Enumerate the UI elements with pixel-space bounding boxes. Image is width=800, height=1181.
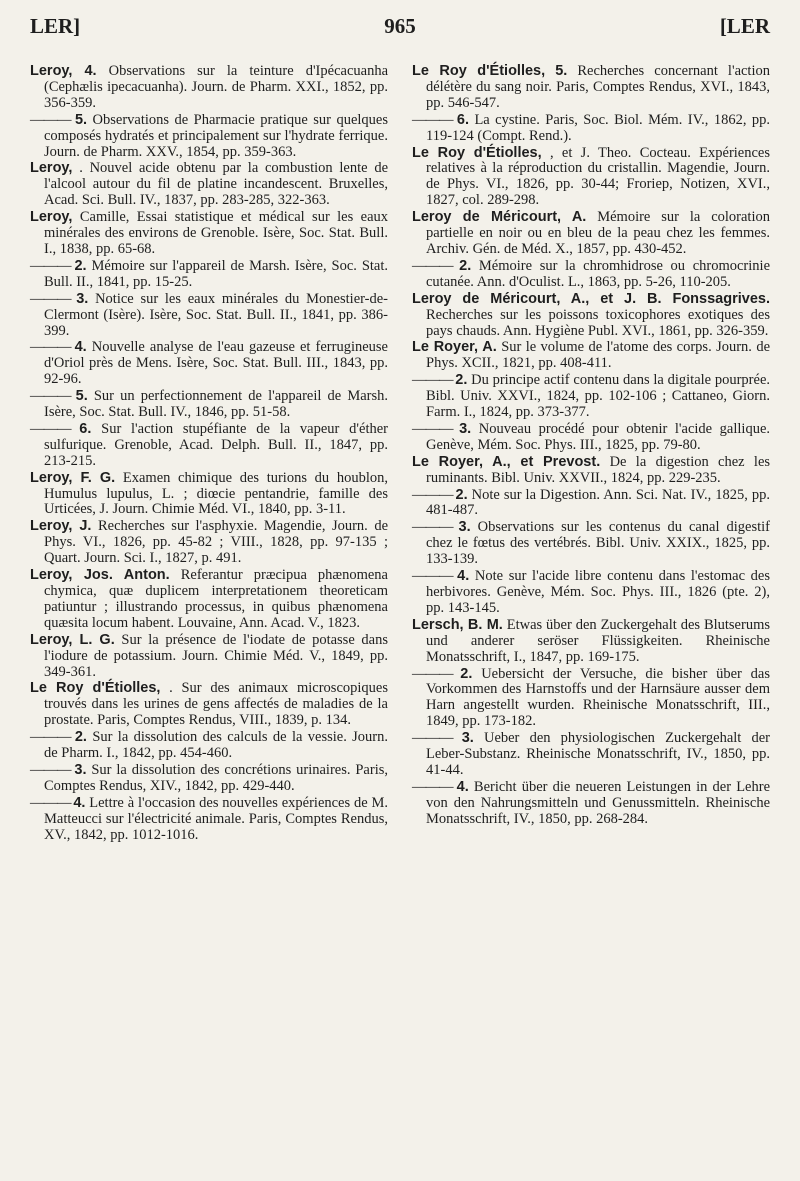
bibliography-entry [30,633,388,681]
entry-text: Nouvelle analyse de l'eau gazeuse et ferrugineuse d'Oriol près de Mens. Isère, Soc. Stat. Bull. III., 1843, pp. 92-96. [44,339,388,388]
ditto-dash: ——— [30,339,75,356]
entry-number: 4. [73,794,86,811]
bibliography-entry [412,340,770,372]
ditto-dash: ——— [30,420,80,437]
bibliography-entry [30,64,388,112]
entry-author: Leroy de Méricourt, A., et J. B. Fonssagrives. [412,290,770,307]
entry-author: Leroy, J. [30,518,92,535]
entry-author: Lersch, B. M. [412,616,503,633]
entry-number: 5. [74,111,88,128]
entry-text: Du principe actif contenu dans la digitale pourprée. Bibl. Univ. XXVI., 1824, pp. 102-106 ; Cattaneo, Giorn. Farm. I., 1824, pp. 373-377. [426,372,771,421]
entry-text: , et J. Theo. Cocteau. Expériences relatives à la réproduction du cristallin. Magendie, Journ. de Phys. VI., 1826, pp. 30-44; Froriep, Notizen, XVI., 1827, col. 289-298. [426,144,771,209]
bibliography-entry [30,519,388,567]
entry-number: 3. [459,420,472,437]
bibliography-entry [412,292,770,340]
header-right-guide-word: [LER [719,14,770,38]
entry-text: Notice sur les eaux minérales du Monestier-de-Clermont (Isère). Isère, Soc. Stat. Bull. II., 1841, pp. 386-399. [44,290,389,339]
entry-text: Observations de Pharmacie pratique sur quelques composés hydratés et principalement sur l'hydrate ferrique. Journ. de Pharm. XXV., 1854, pp. 359-363. [44,111,389,160]
entry-text: Etwas über den Zuckergehalt des Blutserums und anderer seröser Flüssigkeiten. Rheinische Monatsschrift, I., 1847, pp. 169-175. [426,616,770,665]
entry-number: 2. [74,729,87,746]
ditto-dash: ——— [412,519,459,536]
entry-number: 6. [456,111,470,128]
ditto-dash: ——— [30,290,77,307]
entry-text: Recherches concernant l'action délétère du sang noir. Paris, Comptes Rendus, XVI., 1843, pp. 546-547. [426,63,770,111]
entry-text: Lettre à l'occasion des nouvelles expériences de M. Matteucci sur l'électricité animale. Paris, Comptes Rendus, XV., 1842, pp. 1012-1016. [44,794,388,843]
ditto-dash: ——— [30,761,75,778]
bibliography-entry [412,146,770,210]
ditto-dash: ——— [30,257,75,274]
entry-text: . Sur des animaux microscopiques trouvés dans les urines de gens affectés de maladies de la prostate. Paris, Comptes Rendus, VIII., 1839, p. 134. [44,680,388,729]
entry-text: Camille, Essai statistique et médical sur les eaux minérales des environs de Grenoble. Isère, Soc. Stat. Bull. I., 1838, pp. 65-68. [44,209,389,257]
ditto-dash: ——— [412,257,460,274]
bibliography-entry [30,161,388,209]
bibliography-entry [412,422,770,454]
ditto-dash: ——— [412,568,458,585]
entry-number: 2. [74,257,87,274]
entry-number: 2. [460,665,473,682]
page-header [30,14,770,44]
entry-author: Leroy, [30,63,73,79]
bibliography-entry [30,422,388,470]
bibliography-entry [412,731,770,779]
entry-author: Leroy, Jos. Anton. [30,567,170,584]
entry-text: Nouveau procédé pour obtenir l'acide gallique. Genève, Mém. Soc. Phys. III., 1825, pp. 79-80. [426,420,771,453]
entry-text: Mémoire sur l'appareil de Marsh. Isère, Soc. Stat. Bull. II., 1841, pp. 15-25. [44,257,389,290]
bibliography-entry [30,730,388,762]
entry-number: 3. [458,519,471,536]
bibliography-entry [412,780,770,828]
bibliography-entry [412,455,770,487]
entry-number: 6. [79,420,92,437]
entry-text: Observations sur les contenus du canal digestif chez le fœtus des vertébrés. Bibl. Univ. XXIX., 1825, pp. 133-139. [426,519,771,568]
entry-text: . Nouvel acide obtenu par la combustion lente de l'alcool autour du fil de platine incandescent. Bruxelles, Acad. Sci. Bull. IV., 1837, pp. 283-285, 322-363. [44,160,389,209]
bibliography-entry [412,259,770,291]
entry-text: Observations sur la teinture d'Ipécacuanha (Cephælis ipecacuanha). Journ. de Pharm. XXI., 1852, pp. 356-359. [44,63,389,111]
entry-author: Le Roy d'Étiolles, [30,680,161,697]
page-number: 965 [384,14,416,38]
header-left-guide-word: LER] [30,14,81,38]
entry-number: 3. [74,761,87,778]
entry-author: Le Roy d'Étiolles, [412,144,542,161]
entry-number: 4. [457,568,470,585]
entry-number: 3. [76,290,89,307]
entry-text: Examen chimique des turions du houblon, Humulus lupulus, L. ; diœcie pentandrie, famille des Urticées, J. Journ. Chimie Méd. VI., 1840, pp. 3-11. [44,469,388,518]
bibliography-entry [30,796,388,844]
ditto-dash: ——— [30,729,75,746]
entry-text: Sur un perfectionnement de l'appareil de Marsh. Isère, Soc. Stat. Bull. IV., 1846, pp. 51-58. [44,388,389,421]
ditto-dash: ——— [412,778,457,795]
left-column [30,64,388,845]
entry-author: Leroy, L. G. [30,631,115,648]
entry-text: De la digestion chez les ruminants. Bibl. Univ. XXVII., 1824, pp. 229-235. [426,453,771,486]
bibliography-entry [412,520,770,568]
bibliography-entry [30,763,388,795]
ditto-dash: ——— [30,388,76,405]
entry-number: 2. [455,486,468,503]
entry-author: Leroy, [30,160,73,177]
bibliography-entry [30,210,388,258]
entry-text: Sur le volume de l'atome des corps. Journ. de Phys. XCII., 1821, pp. 408-411. [426,339,771,372]
bibliography-entry [30,292,388,340]
ditto-dash: ——— [30,111,75,128]
bibliography-entry [412,618,770,666]
entry-text: Note sur l'acide libre contenu dans l'estomac des herbivores. Genève, Mém. Soc. Phys. III., 1826 (pte. 2), pp. 143-145. [426,568,770,616]
ditto-dash: ——— [412,372,456,389]
entry-author: Leroy, F. G. [30,469,116,486]
entry-text: Sur la dissolution des calculs de la vessie. Journ. de Pharm. I., 1842, pp. 454-460. [44,729,389,762]
entry-number: 2. [459,257,472,274]
entry-text: Sur l'action stupéfiante de la vapeur d'éther sulfurique. Grenoble, Acad. Delph. Bull. II., 1847, pp. 213-215. [44,420,388,469]
entry-text: Bericht über die neueren Leistungen in der Lehre von den Nahrungsmitteln und Genussmitteln. Rheinische Monatsschrift, IV., 1850, pp. 268-284. [426,778,771,827]
bibliography-entry [30,340,388,388]
bibliography-entry [30,389,388,421]
bibliography-entry [412,373,770,421]
entry-text: La cystine. Paris, Soc. Biol. Mém. IV., 1862, pp. 119-124 (Compt. Rend.). [426,111,771,144]
ditto-dash: ——— [412,420,460,437]
bibliography-entry [30,568,388,632]
entry-number: 5. [75,388,88,405]
entry-author: Leroy de Méricourt, A. [412,209,587,226]
entry-author: Le Royer, A. [412,339,497,356]
entry-number: 4. [84,63,97,79]
entry-number: 3. [461,730,474,747]
bibliography-entry [412,113,770,145]
entry-author: Le Royer, A., et Prevost. [412,453,601,470]
entry-text: Mémoire sur la coloration partielle en noir ou en bleu de la peau chez les femmes. Archiv. Gén. de Méd. X., 1857, pp. 430-452. [426,209,770,257]
bibliography-entry [412,488,770,520]
entry-text: Sur la dissolution des concrétions urinaires. Paris, Comptes Rendus, XIV., 1842, pp. 429-440. [44,761,388,794]
bibliography-entry [30,259,388,291]
bibliography-entry [30,681,388,729]
entry-text: Mémoire sur la chromhidrose ou chromocrinie cutanée. Ann. d'Oculist. L., 1863, pp. 5-26, 110-205. [426,257,771,290]
entry-author: Leroy, [30,209,73,226]
right-column [412,64,770,829]
ditto-dash: ——— [30,794,74,811]
bibliography-entry [412,64,770,112]
bibliography-entry [30,113,388,161]
entry-number: 4. [74,339,87,356]
entry-text: Uebersicht der Versuche, die bisher über das Vorkommen des Harnstoffs und der Harnsäure ausser dem Harn angestellt wurden. Rheinische Monatsschrift, III., 1849, pp. 173-182. [426,665,771,730]
ditto-dash: ——— [412,665,461,682]
bibliography-entry [412,210,770,258]
entry-number: 4. [456,778,469,795]
bibliography-entry [30,471,388,519]
entry-text: Ueber den physiologischen Zuckergehalt der Leber-Substanz. Rheinische Monatsschrift, IV., 1850, pp. 41-44. [426,730,771,778]
entry-text: Referantur præcipua phænomena chymica, quæ duplicem interpretationem theoreticam patiuntur ; illustrando processus, in quibus phænomena quæsita locum habent. Louvaine, Ann. Acad. V., 1823. [44,567,388,631]
ditto-dash: ——— [412,111,457,128]
entry-author: Le Roy d'Étiolles, [412,63,546,79]
entry-text: Sur la présence de l'iodate de potasse dans l'iodure de potassium. Journ. Chimie Méd. V., 1849, pp. 349-361. [44,631,388,680]
ditto-dash: ——— [412,730,462,747]
entry-text: Recherches sur les poissons toxicophores exotiques des pays chauds. Ann. Hygiène Publ. XVI., 1861, pp. 326-359. [426,306,770,339]
bibliography-entry [412,667,770,731]
entry-text: Recherches sur l'asphyxie. Magendie, Journ. de Phys. VI., 1826, pp. 45-82 ; VIII., 1828, pp. 97-135 ; Quart. Journ. Sci. I., 1827, p. 491. [44,518,389,567]
entry-number: 2. [455,372,468,389]
ditto-dash: ——— [412,486,456,503]
entry-number: 5. [555,63,568,79]
bibliography-entry [412,569,770,617]
entry-text: Note sur la Digestion. Ann. Sci. Nat. IV., 1825, pp. 481-487. [426,486,771,519]
